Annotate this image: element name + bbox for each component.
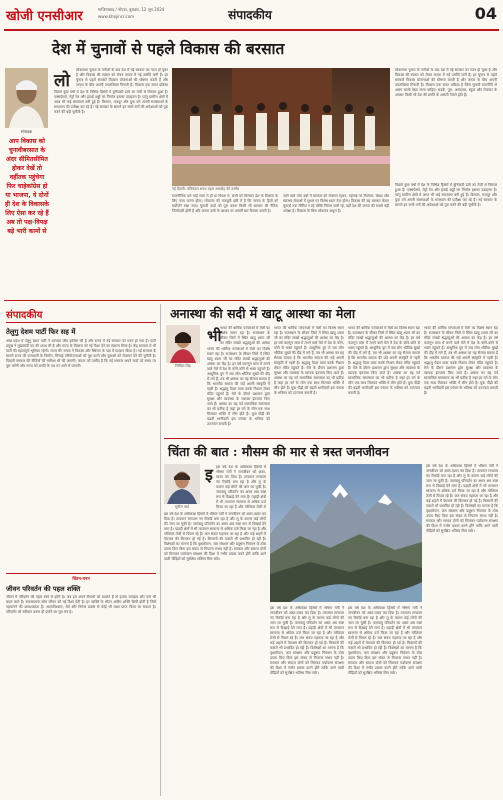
article2-author: निखिल सिंह bbox=[175, 364, 191, 368]
left-article-text: आंध्र प्रदेश में तेलुगु देशम पार्टी ने शानदार जीत हासिल की है और राज्य में नई सरकार का गठन हो गया है। पार्टी प्रमुख ने मुख्यमंत्री पद की शपथ ली है और राज्य के विकास को नई दिशा देने का संकल्प लिया है। केंद्र सरकार में भी पार्टी की महत्वपूर्ण भूमिका रहेगी। राज्य की जनता ने विकास और स्थिरता के पक्ष में मतदान किया है। नई सरकार के सामने राज्य की राजधानी के निर्माण, सिंचाई परियोजनाओं को पूरा करने और युवाओं को रोजगार देने की चुनौती है। पिछली सरकार की नीतियों की समीक्षा भी की जाएगी। जनता को उम्मीद है कि नई सरकार अपने वादों को समय पर पूरा करेगी और राज्य को प्रगति के पथ पर आगे ले जाएगी। bbox=[6, 339, 156, 368]
article3-photo bbox=[270, 464, 422, 602]
lead-headline: देश में चुनावों से पहले विकास की बरसात bbox=[52, 39, 285, 58]
article2-col-3: भारत की धार्मिक परंपराओं में मेलों का विशेष स्थान रहा है। राजस्थान के सीकर जिले में स्थित खाटू श्याम जी का मंदिर लाखों श्रद्धालुओं की आस्था का केंद्र है। हर वर्ष फाल्गुन मास में लगने वाले मेले में देश के कोने-कोने से भक्त पहुंचते हैं। आधुनिक युग में जब लोग भौतिक सुखों की दौड़ में लगे हैं, तब भी आस्था का यह सैलाब बताता है कि भारतीय समाज की जड़ें अपनी संस्कृति में गहरी हैं। श्रद्धालु पैदल यात्रा करके निशान लेकर मंदिर पहुंचते हैं। मेले के दौरान प्रशासन द्वारा सुरक्षा और व्यवस्था के व्यापक इंतजाम किए जाते हैं। आस्था का यह पर्व सामाजिक समरसता का भी प्रतीक है जहां हर वर्ग के लोग एक साथ मिलकर भक्ति में लीन होते हैं। युवा पीढ़ी की बढ़ती भागीदारी इस परंपरा के भविष्य को उज्ज्वल बनाती है। bbox=[348, 326, 420, 395]
article3-col-2: इस वर्ष देश के अधिकांश हिस्सों में भीषण गर्मी ने जनजीवन को अस्त-व्यस्त कर दिया है। तापमान लगातार नए रिकॉर्ड बना रहा है और लू के कारण कई लोगों की जान जा चुकी है। जलवायु परिवर्तन का असर अब स्पष्ट रूप से दिखाई देने लगा है। पहाड़ी क्षेत्रों में भी तापमान सामान्य से अधिक दर्ज किया जा रहा है और ग्लेशियर तेजी से पिघल रहे हैं। जल संकट गहराता जा रहा है और कई शहरों में पेयजल की किल्लत हो गई है। किसानों की फसलें भी प्रभावित हो रही हैं। विशेषज्ञों का मानना है कि वृक्षारोपण, जल संरक्षण और प्रदूषण नियंत्रण के ठोस उपाय किए बिना इस संकट से निपटना संभव नहीं है। सरकार और समाज दोनों को मिलकर पर्यावरण संरक्षण की दिशा में गंभीर प्रयास करने होंगे ताकि आने वाली पीढ़ियों को सुरक्षित भविष्य मिल सके। bbox=[270, 606, 344, 675]
lead-photo bbox=[172, 68, 390, 186]
lead-col-1b: पिछले कुछ वर्षों में देश के विभिन्न हिस्सों में बुनियादी ढांचे का तेजी से विस्तार हुआ है। एक्सप्रेसवे, मेट्रो रेल और हवाई अड्डों का निर्माण इसका उदाहरण है। परंतु ग्रामीण क्षेत्रों में आज भी कई समस्याएं बनी हुई हैं। किसान, मजदूर और युवा वर्ग अपनी समस्याओं के समाधान की प्रतीक्षा कर रहे हैं। नई सरकार के सामने इन सभी वर्गों की अपेक्षाओं को पूरा करने की बड़ी चुनौती है। bbox=[54, 90, 168, 114]
left-article-title: तेलुगु देशम पार्टी फिर सह में bbox=[6, 328, 76, 336]
article3-col-1: इस वर्ष देश के अधिकांश हिस्सों में भीषण गर्मी ने जनजीवन को अस्त-व्यस्त कर दिया है। तापमान लगातार नए रिकॉर्ड बना रहा है और लू के कारण कई लोगों की जान जा चुकी है। जलवायु परिवर्तन का असर अब स्पष्ट रूप से दिखाई देने लगा है। पहाड़ी क्षेत्रों में भी तापमान सामान्य से अधिक दर्ज किया जा रहा है और ग्लेशियर तेजी से bbox=[216, 465, 266, 509]
left-sub-text: जीवन में परिवर्तन की पहल स्वयं से होती है। जब हम अपने विचारों को बदलते हैं तो हमारा व्यवहार और कर्म भी बदल जाते हैं। सकारात्मक सोच जीवन को नई दिशा देती है। हर व्यक्ति के भीतर असीम शक्ति छिपी होती है जिसे पहचानने की आवश्यकता है। आत्मविश्वास, धैर्य और निरंतर प्रयास से कोई भी लक्ष्य प्राप्त किया जा सकता है। परिवर्तन को स्वीकार करना ही प्रगति का मूल मंत्र है। bbox=[6, 595, 156, 614]
page-number: 04 bbox=[474, 4, 497, 23]
article2-col-1: भारत की धार्मिक परंपराओं में मेलों का विशेष स्थान रहा है। राजस्थान के सीकर जिले में स्थित खाटू श्याम जी का मंदिर लाखों श्रद्धालुओं की आस्था bbox=[220, 326, 270, 345]
masthead-rule bbox=[4, 29, 499, 31]
lead-col-4b: पिछले कुछ वर्षों में देश के विभिन्न हिस्सों में बुनियादी ढांचे का तेजी से विस्तार हुआ है। एक्सप्रेसवे, मेट्रो रेल और हवाई अड्डों का निर्माण इसका उदाहरण है। परंतु ग्रामीण क्षेत्रों में आज भी कई समस्याएं बनी हुई हैं। किसान, मजदूर और युवा वर्ग अपनी समस्याओं के समाधान की प्रतीक्षा कर रहे हैं। नई सरकार के सामने इन सभी वर्गों की अपेक्षाओं को पूरा करने की बड़ी चुनौती है। bbox=[395, 183, 497, 207]
article2-col-4: भारत की धार्मिक परंपराओं में मेलों का विशेष स्थान रहा है। राजस्थान के सीकर जिले में स्थित खाटू श्याम जी का मंदिर लाखों श्रद्धालुओं की आस्था का केंद्र है। हर वर्ष फाल्गुन मास में लगने वाले मेले में देश के कोने-कोने से भक्त पहुंचते हैं। आधुनिक युग में जब लोग भौतिक सुखों की दौड़ में लगे हैं, तब भी आस्था का यह सैलाब बताता है कि भारतीय समाज की जड़ें अपनी संस्कृति में गहरी हैं। श्रद्धालु पैदल यात्रा करके निशान लेकर मंदिर पहुंचते हैं। मेले के दौरान प्रशासन द्वारा सुरक्षा और व्यवस्था के व्यापक इंतजाम किए जाते हैं। आस्था का यह पर्व सामाजिक समरसता का भी प्रतीक है जहां हर वर्ग के लोग एक साथ मिलकर भक्ति में लीन होते हैं। युवा पीढ़ी की बढ़ती भागीदारी इस परंपरा के भविष्य को उज्ज्वल बनाती है। bbox=[424, 326, 498, 395]
section-title: संपादकीय bbox=[228, 8, 272, 22]
brand-logo: खोजी एनसीआर bbox=[6, 9, 83, 24]
left-sub-rule bbox=[6, 573, 156, 574]
article2-col-1b: भारत की धार्मिक परंपराओं में मेलों का विशेष स्थान रहा है। राजस्थान के सीकर जिले में स्थित खाटू श्याम जी का मंदिर लाखों श्रद्धालुओं की आस्था का केंद्र है। हर वर्ष फाल्गुन मास में लगने वाले मेले में देश के कोने-कोने से भक्त पहुंचते हैं। आधुनिक युग में जब लोग भौतिक सुखों की दौड़ में लगे हैं, तब भी आस्था का यह सैलाब बताता है कि भारतीय समाज की जड़ें अपनी संस्कृति में गहरी हैं। श्रद्धालु पैदल यात्रा करके निशान लेकर मंदिर पहुंचते हैं। मेले के दौरान प्रशासन द्वारा सुरक्षा और व्यवस्था के व्यापक इंतजाम किए जाते हैं। आस्था का यह पर्व सामाजिक समरसता का भी प्रतीक है जहां हर वर्ग के लोग एक साथ मिलकर भक्ति में लीन होते हैं। युवा पीढ़ी की बढ़ती भागीदारी इस परंपरा के भविष्य को उज्ज्वल बनाती है। bbox=[207, 347, 270, 426]
left-sub-label: चिंतन-मनन bbox=[72, 576, 90, 581]
lead-col-2: राजनीतिक दल चाहे सत्ता में हों या विपक्ष में, सभी को मिलकर देश के विकास के लिए काम करना होगा। लोकतंत्र की मजबूती इसी में है कि जनता के हितों को सर्वोपरि रखा जाए। चुनावी वादों को पूरा करना किसी भी सरकार की नैतिक जिम्मेदारी होती है और जनता उसी के आधार पर अगली बार फैसला करती है। bbox=[172, 194, 278, 213]
author-name: संपादक bbox=[20, 129, 33, 134]
left-section-rule bbox=[6, 322, 156, 323]
article3-author: सुनील वर्मा bbox=[174, 505, 189, 509]
lead-photo-caption: नई दिल्ली: मंत्रिमंडल शपथ ग्रहण समारोह की तस्वीर bbox=[172, 187, 240, 191]
column-divider bbox=[160, 304, 161, 796]
article3-col-1b: इस वर्ष देश के अधिकांश हिस्सों में भीषण गर्मी ने जनजीवन को अस्त-व्यस्त कर दिया है। तापमान लगातार नए रिकॉर्ड बना रहा है और लू के कारण कई लोगों की जान जा चुकी है। जलवायु परिवर्तन का असर अब स्पष्ट रूप से दिखाई देने लगा है। पहाड़ी क्षेत्रों में भी तापमान सामान्य से अधिक दर्ज किया जा रहा है और ग्लेशियर तेजी से पिघल रहे हैं। जल संकट गहराता जा रहा है और कई शहरों में पेयजल की किल्लत हो गई है। किसानों की फसलें भी प्रभावित हो रही हैं। विशेषज्ञों का मानना है कि वृक्षारोपण, जल संरक्षण और प्रदूषण नियंत्रण के ठोस उपाय किए बिना इस संकट से निपटना संभव नहीं है। सरकार और समाज दोनों को मिलकर पर्यावरण संरक्षण की दिशा में गंभीर प्रयास करने होंगे ताकि आने वाली पीढ़ियों को सुरक्षित भविष्य मिल सके। bbox=[164, 512, 266, 561]
article2-author-photo bbox=[166, 325, 200, 363]
article3-author-photo bbox=[164, 464, 200, 504]
article2-headline: अनास्था की सदी में खाटू आस्था का मेला bbox=[170, 306, 356, 321]
masthead-url: www.khojincr.com bbox=[98, 14, 135, 19]
pull-quote: आप विकास को चुनावीबरसात के अंदर सीमितसीमित होकर देखें तो वहींतक पहुंचेगा फिर चाहेकांग्रेस हो या भाजपा, ये दोनों ही देश के विकासके लिए ऐसा कर रहे हैं अब तो पक्ष-विपक्ष बड़े भारी कामों से bbox=[5, 138, 49, 235]
masthead-date: गाजियाबाद / नोएडा, बुधवार, 12 जून 2024 bbox=[98, 7, 165, 12]
article3-dropcap: इ bbox=[205, 465, 213, 484]
article2-dropcap: भी bbox=[207, 327, 222, 345]
section-divider-2 bbox=[164, 438, 499, 439]
masthead bbox=[0, 0, 503, 30]
author-photo bbox=[5, 68, 48, 128]
lead-col-1: लोकसभा चुनाव के नतीजों के बाद देश में नई सरकार का गठन हो चुका है और विकास की रफ्तार को लेकर जनता में नई उम्मीदें जगी हैं। हर चुनाव से पहले सरकारें विकास योजनाओं की घोषणा करती हैं और जनता के बीच अपनी उपलब्धियां गिनाती हैं। विकास एक सतत प्रक्रिया bbox=[76, 68, 168, 87]
article3-col-4: इस वर्ष देश के अधिकांश हिस्सों में भीषण गर्मी ने जनजीवन को अस्त-व्यस्त कर दिया है। तापमान लगातार नए रिकॉर्ड बना रहा है और लू के कारण कई लोगों की जान जा चुकी है। जलवायु परिवर्तन का असर अब स्पष्ट रूप से दिखाई देने लगा है। पहाड़ी क्षेत्रों में भी तापमान सामान्य से अधिक दर्ज किया जा रहा है और ग्लेशियर तेजी से पिघल रहे हैं। जल संकट गहराता जा रहा है और कई शहरों में पेयजल की किल्लत हो गई है। किसानों की फसलें भी प्रभावित हो रही हैं। विशेषज्ञों का मानना है कि वृक्षारोपण, जल संरक्षण और प्रदूषण नियंत्रण के ठोस उपाय किए बिना इस संकट से निपटना संभव नहीं है। सरकार और समाज दोनों को मिलकर पर्यावरण संरक्षण की दिशा में गंभीर प्रयास करने होंगे ताकि आने वाली पीढ़ियों को सुरक्षित भविष्य मिल सके। bbox=[426, 464, 498, 533]
left-sub-title: जीवन परिवर्तन की पहल शक्ति bbox=[6, 585, 81, 593]
lead-dropcap: लो bbox=[54, 71, 70, 91]
lead-col-3: आने वाले पांच वर्षों में सरकार को रोजगार सृजन, महंगाई पर नियंत्रण, शिक्षा और स्वास्थ्य सेवाओं में सुधार पर विशेष ध्यान देना होगा। विकास की यह बरसात केवल चुनावों तक सीमित न रहे बल्कि निरंतर जारी रहे, यही देश की जनता की सबसे बड़ी अपेक्षा है। विकास के बिना लोकतंत्र अधूरा है। bbox=[283, 194, 389, 213]
article3-headline: चिंता की बात : मौसम की मार से त्रस्त जनजीवन bbox=[168, 444, 389, 459]
article3-col-3: इस वर्ष देश के अधिकांश हिस्सों में भीषण गर्मी ने जनजीवन को अस्त-व्यस्त कर दिया है। तापमान लगातार नए रिकॉर्ड बना रहा है और लू के कारण कई लोगों की जान जा चुकी है। जलवायु परिवर्तन का असर अब स्पष्ट रूप से दिखाई देने लगा है। पहाड़ी क्षेत्रों में भी तापमान सामान्य से अधिक दर्ज किया जा रहा है और ग्लेशियर तेजी से पिघल रहे हैं। जल संकट गहराता जा रहा है और कई शहरों में पेयजल की किल्लत हो गई है। किसानों की फसलें भी प्रभावित हो रही हैं। विशेषज्ञों का मानना है कि वृक्षारोपण, जल संरक्षण और प्रदूषण नियंत्रण के ठोस उपाय किए बिना इस संकट से निपटना संभव नहीं है। सरकार और समाज दोनों को मिलकर पर्यावरण संरक्षण की दिशा में गंभीर प्रयास करने होंगे ताकि आने वाली पीढ़ियों को सुरक्षित भविष्य मिल सके। bbox=[348, 606, 422, 675]
lead-col-4: लोकसभा चुनाव के नतीजों के बाद देश में नई सरकार का गठन हो चुका है और विकास की रफ्तार को लेकर जनता में नई उम्मीदें जगी हैं। हर चुनाव से पहले सरकारें विकास योजनाओं की घोषणा करती हैं और जनता के बीच अपनी उपलब्धियां गिनाती हैं। विकास एक सतत प्रक्रिया है जिसे चुनावी राजनीति से अलग करके देखा जाना चाहिए। सड़कें, पुल, अस्पताल, स्कूल और रोजगार के अवसर किसी भी देश की प्रगति के असली पैमाने होते हैं। bbox=[395, 68, 497, 97]
section-divider-1 bbox=[4, 300, 499, 301]
left-section-title: संपादकीय bbox=[6, 310, 43, 321]
article2-col-2: भारत की धार्मिक परंपराओं में मेलों का विशेष स्थान रहा है। राजस्थान के सीकर जिले में स्थित खाटू श्याम जी का मंदिर लाखों श्रद्धालुओं की आस्था का केंद्र है। हर वर्ष फाल्गुन मास में लगने वाले मेले में देश के कोने-कोने से भक्त पहुंचते हैं। आधुनिक युग में जब लोग भौतिक सुखों की दौड़ में लगे हैं, तब भी आस्था का यह सैलाब बताता है कि भारतीय समाज की जड़ें अपनी संस्कृति में गहरी हैं। श्रद्धालु पैदल यात्रा करके निशान लेकर मंदिर पहुंचते हैं। मेले के दौरान प्रशासन द्वारा सुरक्षा और व्यवस्था के व्यापक इंतजाम किए जाते हैं। आस्था का यह पर्व सामाजिक समरसता का भी प्रतीक है जहां हर वर्ग के लोग एक साथ मिलकर भक्ति में लीन होते हैं। युवा पीढ़ी की बढ़ती भागीदारी इस परंपरा के भविष्य को उज्ज्वल बनाती है। bbox=[274, 326, 344, 395]
